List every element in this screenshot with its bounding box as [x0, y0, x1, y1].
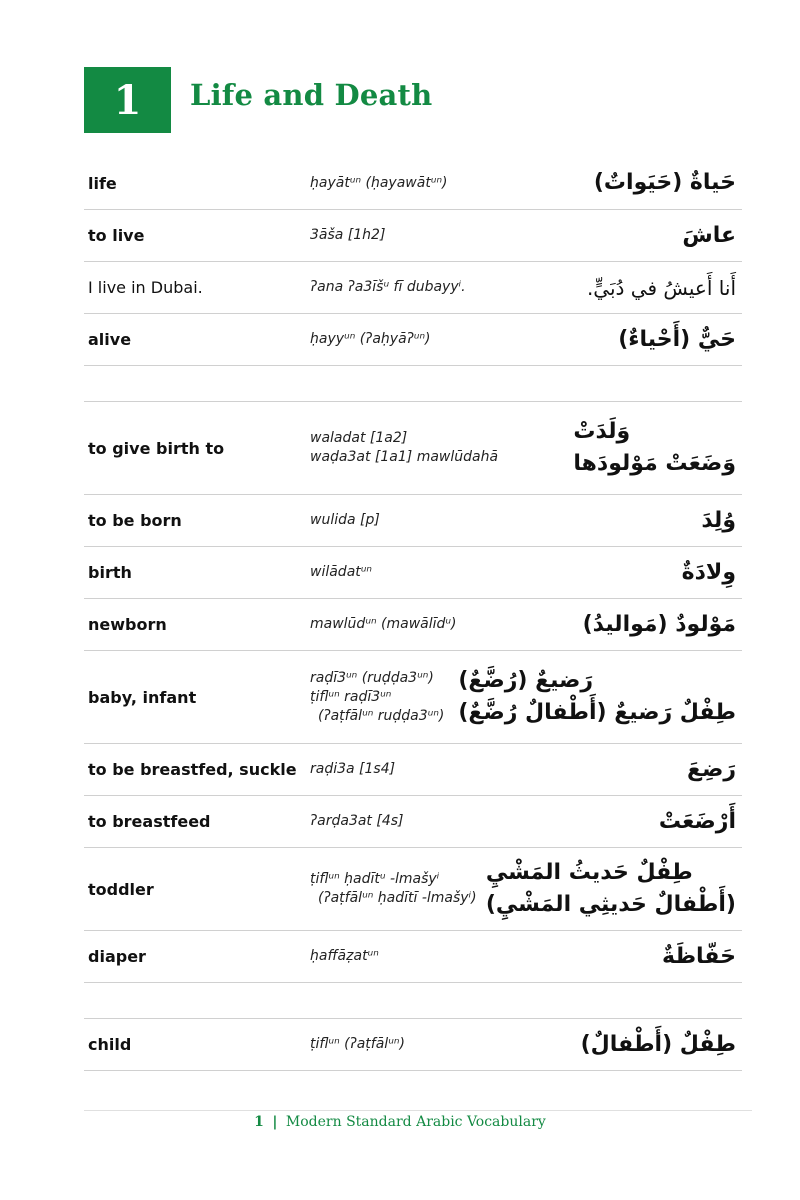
arabic-term: حَيٌّ (أَحْياءٌ) [618, 326, 736, 352]
english-sentence: I live in Dubai. [88, 278, 203, 297]
vocab-row-alive [84, 314, 742, 366]
arabic-term: وِلادَةٌ [681, 559, 736, 585]
section-spacer [84, 983, 742, 1019]
arabic-sentence: أَنا أَعيشُ في دُبَيٍّ. [586, 275, 736, 300]
english-term: diaper [88, 947, 146, 966]
arabic-term: حَفّاظَةٌ [661, 943, 736, 969]
english-term: child [88, 1035, 132, 1054]
english-term: toddler [88, 879, 154, 899]
vocab-row-breastfeed [84, 796, 742, 848]
arabic-term: وَلَدَتْ وَضَعَتْ مَوْلودَها [573, 419, 736, 476]
transliteration: ʔana ʔa3īšᵘ fī dubayyⁱ. [310, 279, 466, 295]
arabic-term: رَضيعٌ (رُضَّعٌ) طِفْلٌ رَضيعٌ (أَطْفالٌ رُضَّعٌ) [458, 668, 736, 725]
footer-separator: | [272, 1114, 278, 1130]
english-term: life [88, 173, 117, 193]
transliteration: waladat [1a2] waḍa3at [1a1] mawlūdahā [310, 430, 499, 465]
footer-divider [84, 1110, 752, 1111]
page-number: 1 [254, 1114, 264, 1130]
transliteration: raḍī3ᵘⁿ (ruḍḍa3ᵘⁿ) ṭiflᵘⁿ raḍī3ᵘⁿ (ʔaṭfālᵘⁿ ruḍḍa3ᵘⁿ) [310, 669, 445, 724]
vocab-row-birth [84, 547, 742, 599]
vocab-row-give-birth [84, 402, 742, 495]
vocab-row-life [84, 157, 742, 210]
transliteration: ʔarḍa3at [4s] [310, 813, 404, 829]
english-term: newborn [88, 615, 167, 634]
arabic-term: طِفْلٌ حَديثُ المَشْيِ (أَطْفالٌ حَديثِي المَشْيِ) [485, 860, 736, 917]
arabic-term: عاشَ [682, 222, 736, 248]
transliteration: 3āša [1h2] [310, 227, 386, 243]
english-term: to live [88, 226, 145, 245]
arabic-term: مَوْلودٌ (مَواليدُ) [582, 611, 736, 637]
arabic-term: أَرْضَعَتْ [658, 808, 736, 834]
transliteration: wulida [p] [310, 512, 380, 528]
vocab-row-breastfed [84, 744, 742, 796]
transliteration: ḥayyᵘⁿ (ʔaḥyāʔᵘⁿ) [310, 331, 431, 347]
transliteration: ḥaffāẓatᵘⁿ [310, 948, 379, 964]
book-title: Modern Standard Arabic Vocabulary [285, 1114, 546, 1130]
arabic-term: وُلِدَ [701, 507, 736, 533]
vocab-row-child [84, 1019, 742, 1071]
arabic-term: حَياةٌ (حَيَواتٌ) [593, 170, 736, 195]
transliteration: ṭiflᵘⁿ ḥadītᵘ -lmašyⁱ (ʔaṭfālᵘⁿ ḥadītī -lmašyⁱ) [310, 871, 477, 906]
vocab-row-diaper [84, 931, 742, 983]
vocab-row-example-sentence [84, 262, 742, 314]
chapter-number: 1 [113, 76, 142, 124]
arabic-term: رَضِعَ [687, 756, 736, 782]
english-term: to be breastfed, suckle [88, 760, 297, 779]
vocab-row-to-live [84, 210, 742, 262]
arabic-term: طِفْلٌ (أَطْفالٌ) [580, 1031, 736, 1057]
english-term: birth [88, 563, 132, 582]
section-spacer [84, 366, 742, 402]
vocab-row-to-be-born [84, 495, 742, 547]
english-term: to give birth to [88, 438, 225, 458]
transliteration: mawlūdᵘⁿ (mawālīdᵘ) [310, 616, 457, 632]
transliteration: ḥayātᵘⁿ (ḥayawātᵘⁿ) [310, 174, 448, 191]
vocab-table [84, 157, 742, 1071]
vocab-row-baby-infant [84, 651, 742, 744]
page-footer [0, 1114, 800, 1130]
transliteration: wilādatᵘⁿ [310, 564, 373, 580]
vocab-row-toddler [84, 848, 742, 931]
chapter-number-box [84, 67, 171, 133]
chapter-title: Life and Death [190, 78, 433, 112]
vocab-row-newborn [84, 599, 742, 651]
transliteration: ṭiflᵘⁿ (ʔaṭfālᵘⁿ) [310, 1036, 405, 1052]
english-term: alive [88, 330, 132, 349]
english-term: baby, infant [88, 687, 197, 707]
english-term: to breastfeed [88, 812, 211, 831]
transliteration: raḍi3a [1s4] [310, 761, 396, 777]
english-term: to be born [88, 511, 182, 530]
